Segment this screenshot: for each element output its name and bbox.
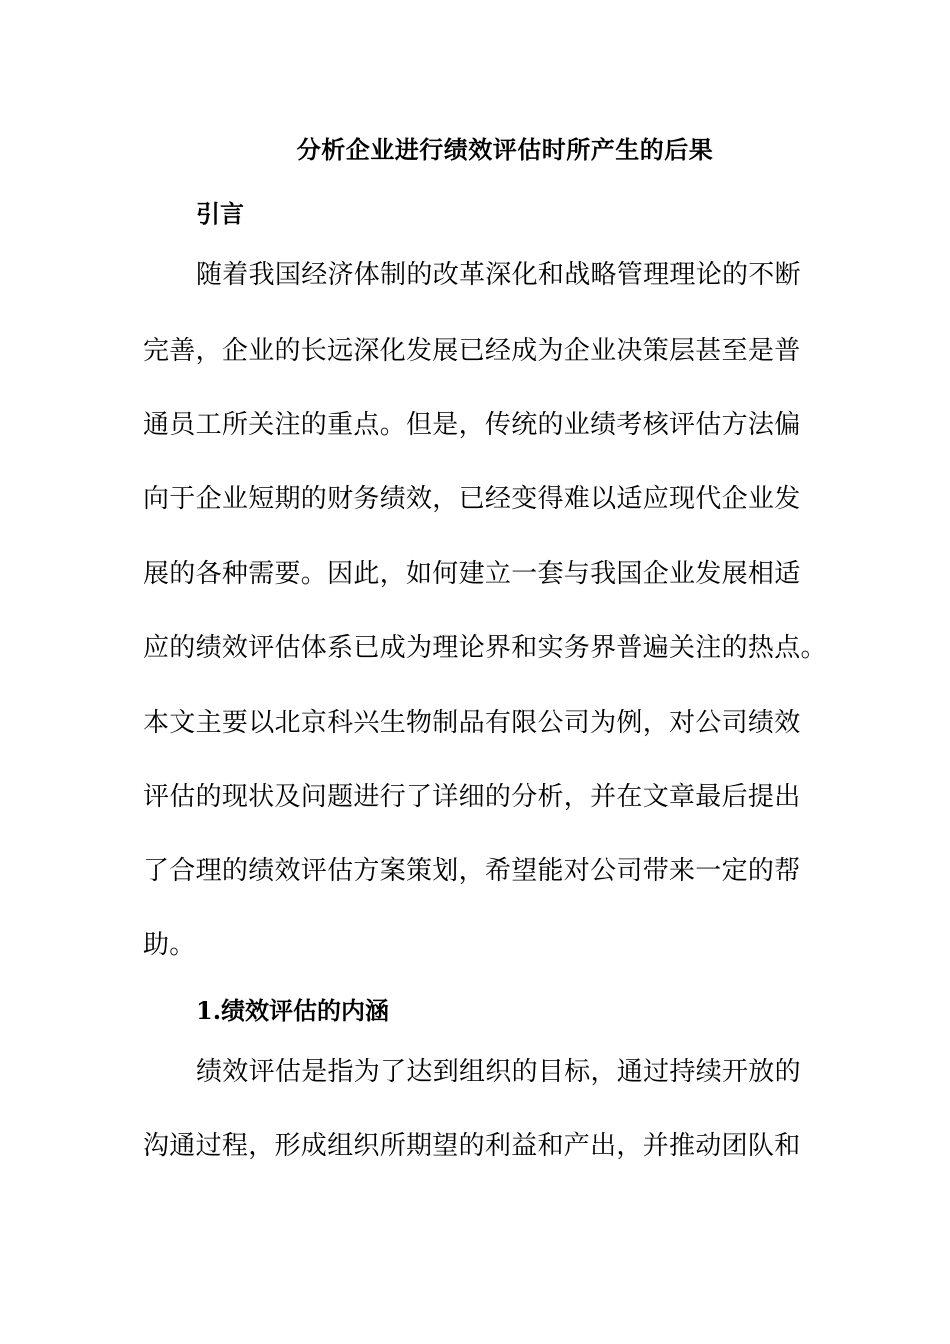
paragraph-line: 应的绩效评估体系已成为理论界和实务界普遍关注的热点。 — [143, 633, 827, 663]
paragraph-line: 向于企业短期的财务绩效，已经变得难以适应现代企业发 — [143, 484, 801, 514]
paragraph-line: 展的各种需要。因此，如何建立一套与我国企业发展相适 — [143, 559, 801, 589]
paragraph-line: 本文主要以北京科兴生物制品有限公司为例，对公司绩效 — [143, 708, 801, 738]
document-title: 分析企业进行绩效评估时所产生的后果 — [296, 135, 714, 164]
paragraph-line: 沟通过程，形成组织所期望的利益和产出，并推动团队和 — [143, 1131, 801, 1161]
paragraph-line: 评估的现状及问题进行了详细的分析，并在文章最后提出 — [143, 782, 801, 812]
section-heading-1: 1.绩效评估的内涵 — [196, 996, 390, 1025]
paragraph-line: 绩效评估是指为了达到组织的目标，通过持续开放的 — [196, 1057, 801, 1087]
paragraph-line: 完善，企业的长远深化发展已经成为企业决策层甚至是普 — [143, 336, 801, 366]
paragraph-line: 通员工所关注的重点。但是，传统的业绩考核评估方法偏 — [143, 410, 801, 440]
paragraph-line: 了合理的绩效评估方案策划，希望能对公司带来一定的帮 — [143, 856, 801, 886]
paragraph-line: 助。 — [143, 930, 196, 960]
paragraph-line: 随着我国经济体制的改革深化和战略管理理论的不断 — [196, 260, 801, 290]
section-heading-intro: 引言 — [196, 199, 244, 228]
